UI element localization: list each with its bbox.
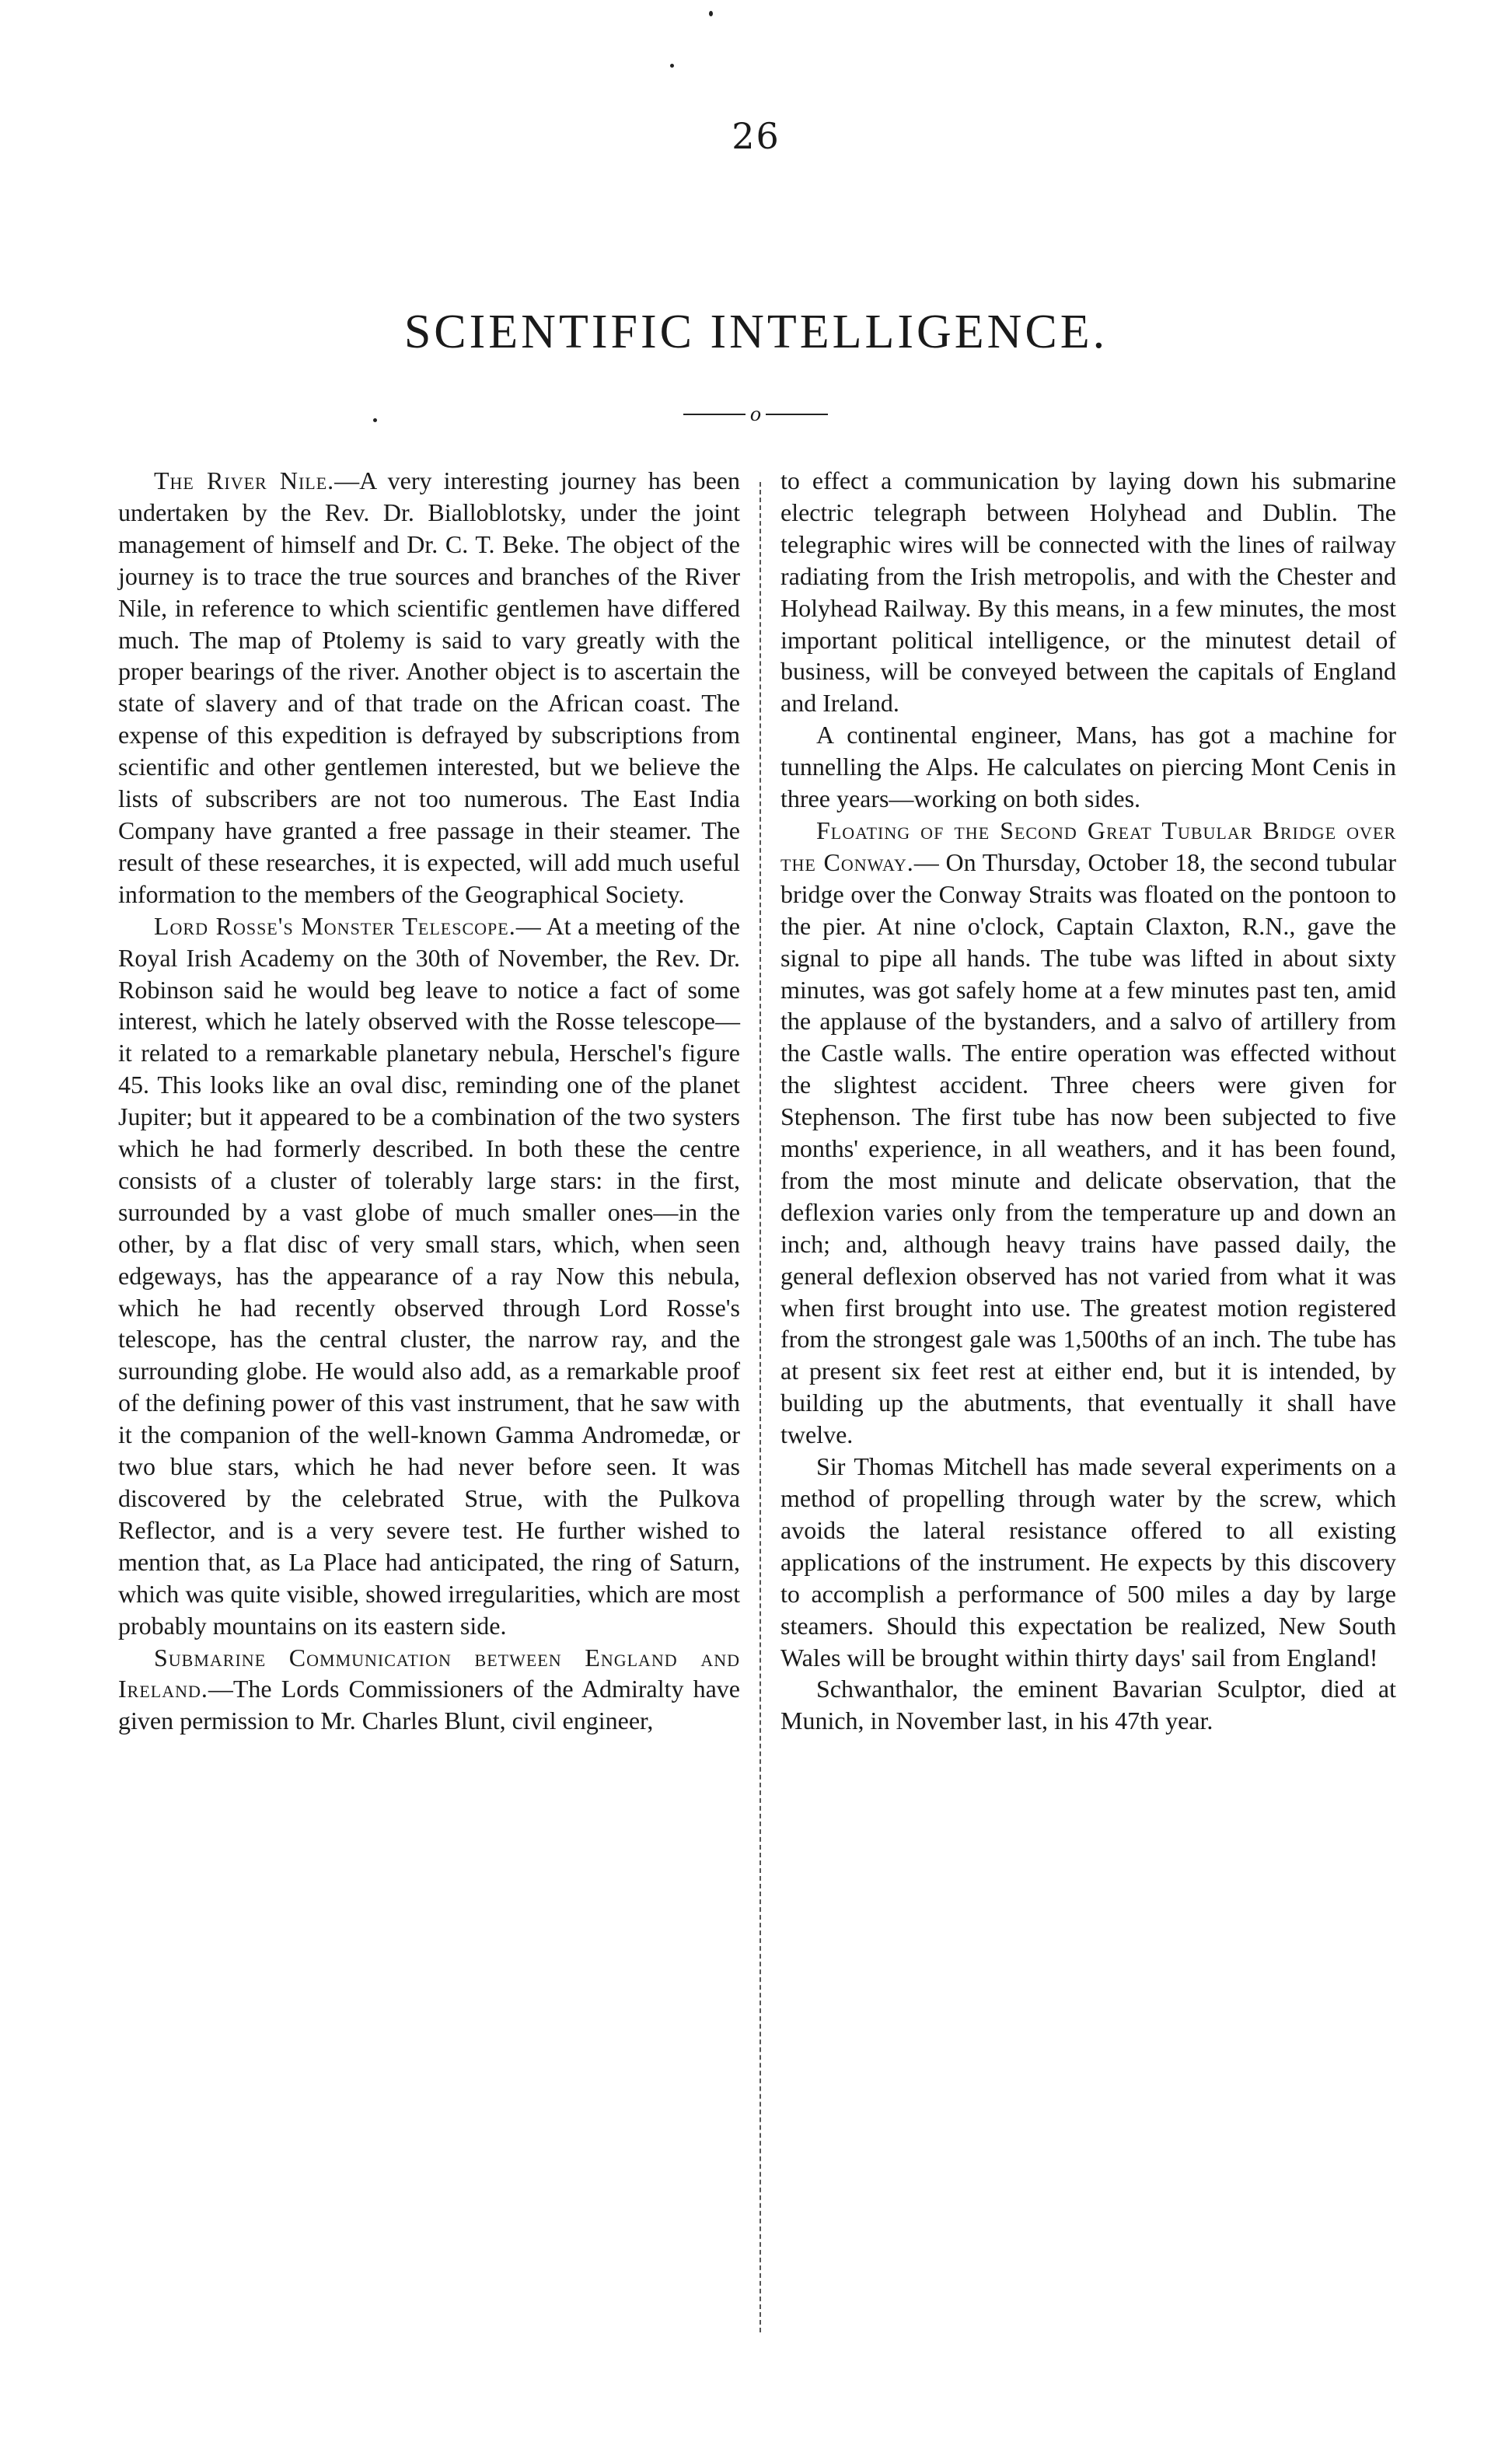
ink-speck — [709, 11, 713, 16]
article-body: —The Lords Commissioners of the Admiralty have given permission to Mr. Charles Blunt, civil engineer, — [118, 1675, 740, 1735]
title-ornament — [678, 403, 833, 426]
article-body: — At a meeting of the Royal Irish Academy on the 30th of November, the Rev. Dr. Robinson said he would beg leave to notice a fact of some interest, which he lately observed with the Rosse telescope—it related to a remarkable planetary nebula, Herschel's figure 45. This looks like an oval disc, reminding one of the planet Jupiter; but it appeared to be a combination of the two systers which he had formerly described. In both these the centre consists of a cluster of tolerably large stars: in the first, surrounded by a vast globe of much smaller ones—in the other, by a flat disc of very small stars, which, when seen edgeways, has the appearance of a ray Now this nebula, which he had recently observed through Lord Rosse's telescope, has the central cluster, the narrow ray, and the surrounding globe. He would also add, as a remarkable proof of the defining power of this vast instrument, that he saw with it the companion of the well-known Gamma Andromedæ, or two blue stars, which he had never before seen. It was discovered by the celebrated Strue, with the Pulkova Reflector, and is a very severe test. He further wished to mention that, as La Place had anticipated, the ring of Saturn, which was quite visible, showed irregularities, which are most probably mountains on its eastern side. — [118, 911, 740, 1640]
ornament-mark: o — [749, 404, 762, 425]
article-submarine — [118, 1642, 740, 1738]
ink-speck — [670, 64, 674, 68]
article-telescope — [118, 910, 740, 1642]
article-heading: Submarine Communication between England and Ireland. — [118, 1643, 740, 1703]
page-title: SCIENTIFIC INTELLIGENCE. — [403, 306, 1109, 358]
article-body: — On Thursday, October 18, the second tubular bridge over the Conway Straits was floated on the pontoon to the pier. At nine o'clock, Captain Claxton, R.N., gave the signal to pipe all hands. The tube was lifted in about sixty minutes, was got safely home at a few minutes past ten, amid the applause of the bystanders, and a salvo of artillery from the Castle walls. The entire operation was effected without the slightest accident. Three cheers were given for Stephenson. The first tube has now been subjected to five months' experience, in all weathers, and it has been found, from the most minute and delicate observation, that the deflexion varies only from the temperature up and down an inch; and, although heavy trains have passed daily, the general deflexion observed has not varied from what it was when first brought into use. The greatest motion registered from the strongest gale was 1,500ths of an inch. The tube has at present six feet rest at either end, but it is intended, by building up the abutments, that eventually it shall have twelve. — [780, 847, 1397, 1449]
article-mitchell: Sir Thomas Mitchell has made several experiments on a method of propelling through water by the screw, which avoids the lateral resistance offered to all existing applications of the instrument. He expects by this discovery to accomplish a performance of 500 miles a day by large steamers. Should this expectation be realized, New South Wales will be brought within thirty days' sail from England! — [780, 1452, 1396, 1672]
ink-speck — [373, 418, 377, 422]
column-divider — [759, 482, 761, 2332]
article-heading: The River Nile. — [154, 466, 335, 494]
ornament-rule-left — [683, 414, 746, 415]
article-river-nile — [118, 465, 740, 910]
right-column — [780, 465, 1396, 1737]
article-tubular-bridge — [780, 815, 1396, 1451]
article-schwanthaler: Schwanthalor, the eminent Bavarian Sculptor, died at Munich, in November last, in his 47th year. — [780, 1675, 1396, 1735]
article-heading: Lord Rosse's Monster Telescope. — [154, 911, 516, 940]
article-body: —A very interesting journey has been undertaken by the Rev. Dr. Bialloblotsky, under the joint management of himself and Dr. C. T. Beke. The object of the journey is to trace the true sources and branches of the River Nile, in reference to which scientific gentlemen have differed much. The map of Ptolemy is said to vary greatly with the proper bearings of the river. Another object is to ascertain the state of slavery and of that trade on the African coast. The expense of this expedition is defrayed by subscriptions from scientific and other gentlemen interested, but we believe the lists of subscribers are not too numerous. The East India Company have granted a free passage in their steamer. The result of these researches, it is expected, will add much useful information to the members of the Geographical Society. — [118, 466, 740, 908]
page-number: 26 — [732, 115, 780, 157]
ornament-rule-right — [766, 414, 828, 415]
article-engineer: A continental engineer, Mans, has got a machine for tunnelling the Alps. He calculates on piercing Mont Cenis in three years—working on both sides. — [780, 721, 1396, 813]
article-heading: Floating of the Second Great Tubular Bridge over the Conway. — [780, 816, 1396, 876]
left-column — [118, 465, 740, 1737]
article-submarine-continued: to effect a communication by laying down his submarine electric telegraph between Holyhead and Dublin. The telegraphic wires will be connected with the lines of railway radiating from the Irish metropolis, and with the Chester and Holyhead Railway. By this means, in a few minutes, the most important political intelligence, or the minutest detail of business, will be conveyed between the capitals of England and Ireland. — [780, 466, 1396, 718]
